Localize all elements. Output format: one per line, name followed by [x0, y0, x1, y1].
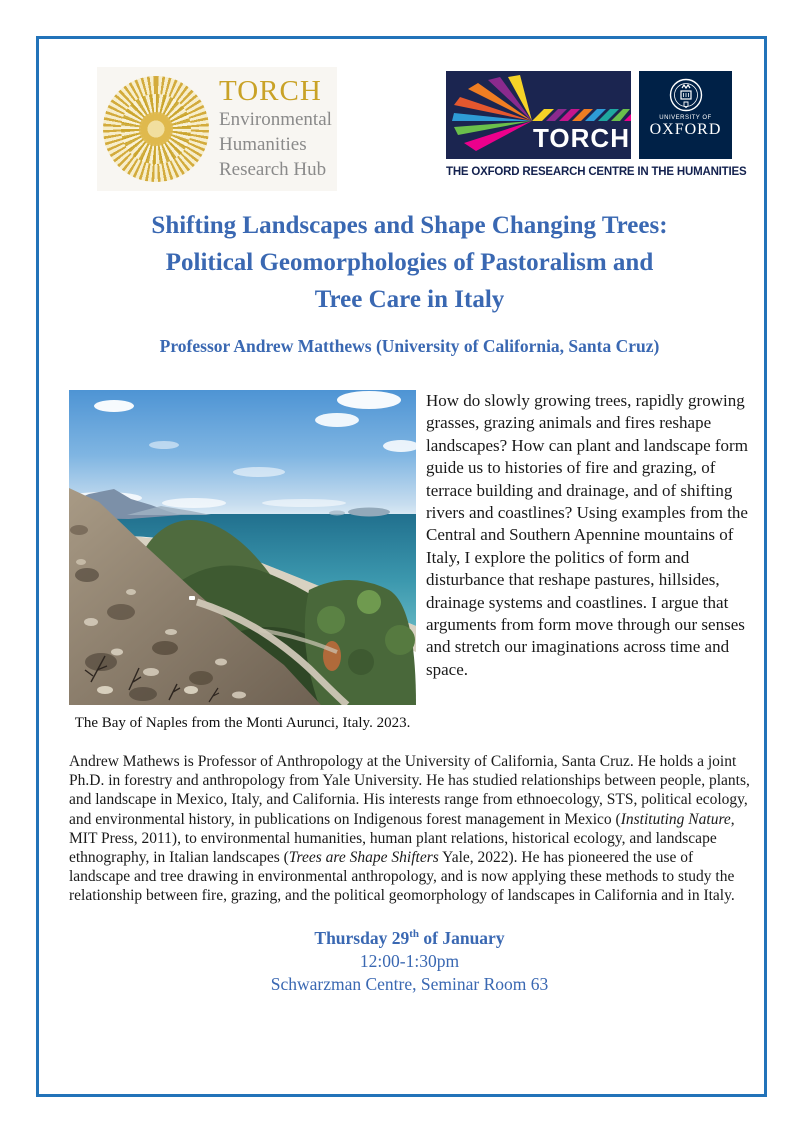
bio-italic-title-1: Instituting Nature: [620, 810, 731, 828]
event-details: [69, 927, 750, 996]
abstract-text: How do slowly growing trees, rapidly growing grasses, grazing animals and fires reshape landscapes? How can plant and landscape form guide us to histories of fire and grazing, of terrace building and drainage, and of shifting rivers and coastlines? Using examples from the Central and Southern Apennine mountains of Italy, I explore the politics of form and disturbance that reshape pastures, hillsides, drainage systems and coastlines. I argue that arguments from form move through our senses and stretch our imaginations across time and space.: [426, 391, 748, 679]
sunburst-icon: [103, 76, 209, 182]
hub-wordmark: TORCH: [219, 75, 322, 108]
event-date-main: Thursday 29: [314, 927, 410, 948]
page-title-line2: Political Geomorphologies of Pastoralism and: [165, 249, 654, 276]
torch-tagline: THE OXFORD RESEARCH CENTRE IN THE HUMANITIES: [446, 166, 747, 178]
event-date-rest: of January: [419, 927, 505, 948]
page-title-line1: Shifting Landscapes and Shape Changing Trees:: [151, 212, 668, 239]
bio-part2: , MIT Press, 2011), to environmental humanities, human plant relations, historical ecology, and landscape ethnography, in Italian landscapes (: [69, 810, 735, 867]
bio-paragraph: [69, 752, 750, 906]
oxford-university-of-label: UNIVERSITY OF: [659, 115, 712, 121]
poster-border: [36, 36, 767, 1097]
hub-logo-text: [219, 76, 332, 181]
page-title-line3: Tree Care in Italy: [314, 286, 505, 313]
landscape-photo: [69, 390, 416, 705]
torch-wordmark: TORCH: [533, 123, 630, 153]
torch-oxford-logo-block: [446, 67, 747, 178]
hub-subtitle-line3: Research Hub: [219, 158, 327, 180]
torch-logo-boxes: [446, 71, 732, 159]
torch-stripes-icon: [446, 71, 631, 159]
photo-caption: The Bay of Naples from the Monti Aurunci, Italy. 2023.: [74, 715, 411, 731]
oxford-belt-crest-icon: [669, 78, 703, 112]
bio-part3: Yale, 2022). He has pioneered the use of landscape and tree drawing in environmental anthropology, and is now applying these methods to study the relationship between fire, grazing, and the political geomorphology of landscapes in California and in Italy.: [69, 849, 735, 905]
page-title: [69, 207, 750, 318]
hub-subtitle-line2: Humanities: [219, 133, 307, 155]
event-date-line: [69, 927, 750, 950]
bio-italic-title-2: Trees are Shape Shifters: [288, 849, 439, 867]
photo-column: [69, 390, 416, 732]
environmental-humanities-hub-logo: [97, 67, 337, 191]
oxford-wordmark: OXFORD: [649, 121, 722, 138]
main-content-row: [69, 390, 750, 732]
speaker-line: Professor Andrew Matthews (University of California, Santa Cruz): [159, 336, 660, 356]
hub-subtitle-line1: Environmental: [219, 108, 332, 130]
event-time-line: 12:00-1:30pm: [359, 950, 460, 971]
event-date-ordinal: th: [409, 927, 420, 940]
event-location-line: Schwarzman Centre, Seminar Room 63: [270, 973, 549, 994]
oxford-logo: [639, 71, 732, 159]
bio-part1: Andrew Mathews is Professor of Anthropology at the University of California, Santa Cruz. He holds a joint Ph.D. in forestry and anthropology from Yale University. He has studied relationships between people, plants, and landscape in Mexico, Italy, and California. His interests range from ethnoecology, STS, political ecology, and environmental history, in publications on Indigenous forest management in Mexico (: [69, 753, 750, 828]
header-logos: [69, 67, 750, 191]
landscape-photo-illustration: [69, 390, 416, 705]
